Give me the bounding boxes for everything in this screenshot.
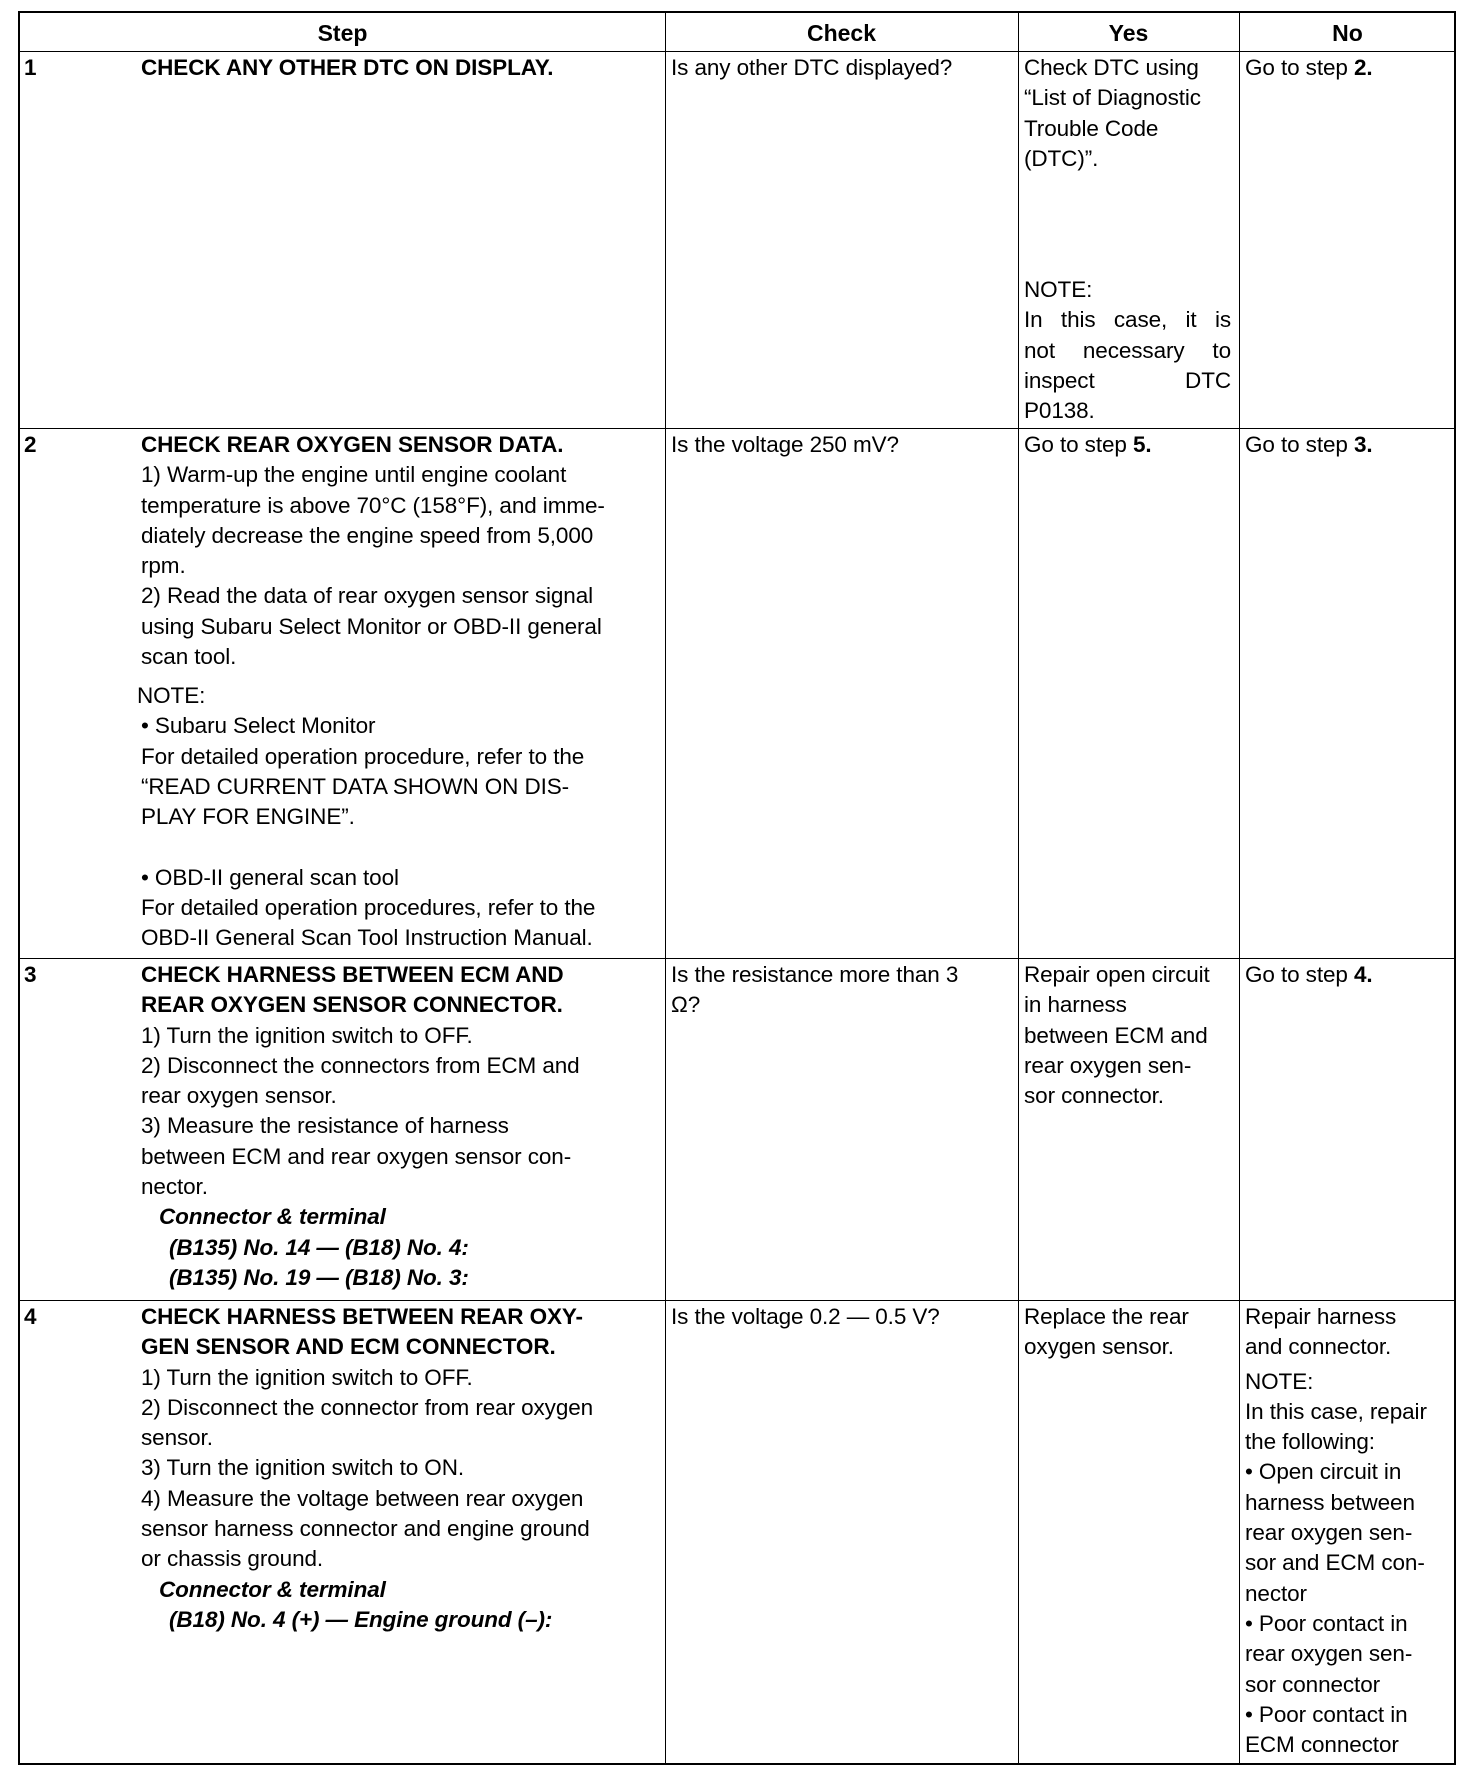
diagnostic-table: [18, 11, 1456, 1765]
check-question: [671, 960, 958, 1021]
connector-terminal-label: Connector & terminal: [159, 1576, 386, 1602]
step-number: 3: [24, 962, 37, 987]
step-description: [141, 960, 661, 1293]
no-action: [1245, 960, 1373, 990]
yes-action: [1024, 960, 1210, 1111]
step-number: 4: [24, 1304, 37, 1329]
yes-action: [1024, 1302, 1189, 1363]
step-line: rpm.: [141, 553, 186, 579]
yes-note: [1024, 275, 1231, 426]
yes-line: between ECM and: [1024, 1022, 1208, 1048]
step-line: 4) Measure the voltage between rear oxygen: [141, 1485, 584, 1511]
step-line: 1) Turn the ignition switch to OFF.: [141, 1022, 473, 1048]
yes-action: [1024, 53, 1234, 174]
note-line: inspect DTC: [1024, 367, 1231, 393]
check-question: Is the voltage 0.2 — 0.5 V?: [671, 1304, 940, 1329]
yes-line: in harness: [1024, 992, 1127, 1018]
step-title: GEN SENSOR AND ECM CONNECTOR.: [141, 1334, 556, 1360]
no-line: and connector.: [1245, 1334, 1392, 1360]
no-text: Go to step: [1245, 55, 1354, 80]
no-line: nector: [1245, 1580, 1307, 1606]
step-line: sensor.: [141, 1425, 213, 1451]
step-description: [141, 430, 661, 672]
no-line: • Poor contact in: [1245, 1610, 1408, 1636]
step-line: 3) Measure the resistance of harness: [141, 1113, 509, 1139]
note-line: • Subaru Select Monitor: [141, 713, 376, 739]
note-label: NOTE:: [1245, 1368, 1314, 1394]
no-step-ref: 4.: [1353, 962, 1373, 987]
note-label: NOTE:: [1024, 277, 1093, 302]
yes-line: (DTC)”.: [1024, 145, 1099, 171]
step-line: 1) Warm-up the engine until engine coolant: [141, 462, 567, 488]
step-number: 2: [24, 432, 37, 457]
step-line: 2) Read the data of rear oxygen sensor signal: [141, 583, 594, 609]
step-line: diately decrease the engine speed from 5,000: [141, 522, 594, 548]
header-yes: Yes: [1108, 20, 1149, 46]
note-line: In this case, it is: [1024, 307, 1231, 333]
connector-terminal-spec: (B135) No. 19 — (B18) No. 3:: [169, 1264, 469, 1290]
note-line: For detailed operation procedure, refer to the: [141, 743, 585, 769]
connector-terminal-spec: (B18) No. 4 (+) — Engine ground (–):: [169, 1606, 553, 1632]
step-line: 2) Disconnect the connector from rear oxygen: [141, 1394, 594, 1420]
no-line: sor and ECM con-: [1245, 1550, 1425, 1576]
step-line: scan tool.: [141, 644, 237, 670]
note-line: P0138.: [1024, 398, 1095, 424]
header-check: Check: [806, 20, 877, 46]
step-line: 3) Turn the ignition switch to ON.: [141, 1455, 464, 1481]
yes-line: Replace the rear: [1024, 1304, 1189, 1329]
note-line: not necessary to: [1024, 337, 1231, 363]
step-description: [141, 1302, 661, 1635]
header-step: Step: [317, 20, 368, 46]
step-title: REAR OXYGEN SENSOR CONNECTOR.: [141, 992, 563, 1018]
header-no: No: [1332, 20, 1363, 46]
note-line: • OBD-II general scan tool: [141, 864, 399, 890]
yes-line: sor connector.: [1024, 1083, 1164, 1109]
yes-line: Check DTC using: [1024, 55, 1199, 80]
step-line: sensor harness connector and engine ground: [141, 1516, 590, 1542]
yes-line: Trouble Code: [1024, 115, 1159, 141]
no-line: In this case, repair: [1245, 1398, 1427, 1424]
no-line: rear oxygen sen-: [1245, 1520, 1413, 1546]
step-line: 1) Turn the ignition switch to OFF.: [141, 1364, 473, 1390]
connector-terminal-spec: (B135) No. 14 — (B18) No. 4:: [169, 1234, 469, 1260]
no-action: [1245, 53, 1373, 83]
check-line: Is the resistance more than 3: [671, 962, 959, 987]
note-label: NOTE:: [137, 683, 206, 708]
no-line: • Poor contact in: [1245, 1701, 1408, 1727]
no-action: [1245, 1302, 1455, 1760]
no-line: the following:: [1245, 1429, 1375, 1455]
no-line: Repair harness: [1245, 1304, 1397, 1329]
step-line: temperature is above 70°C (158°F), and imme-: [141, 492, 605, 518]
step-line: using Subaru Select Monitor or OBD-II general: [141, 613, 602, 639]
step-note: [137, 681, 661, 954]
step-title: CHECK HARNESS BETWEEN ECM AND: [141, 962, 564, 987]
no-line: sor connector: [1245, 1671, 1381, 1697]
no-line: rear oxygen sen-: [1245, 1641, 1413, 1667]
note-line: “READ CURRENT DATA SHOWN ON DIS-: [141, 773, 570, 799]
check-question: Is the voltage 250 mV?: [671, 432, 899, 457]
step-title: CHECK ANY OTHER DTC ON DISPLAY.: [141, 55, 554, 80]
yes-text: Go to step: [1024, 432, 1133, 457]
step-title: CHECK REAR OXYGEN SENSOR DATA.: [141, 432, 564, 457]
step-line: 2) Disconnect the connectors from ECM and: [141, 1052, 580, 1078]
no-text: Go to step: [1245, 962, 1354, 987]
note-line: For detailed operation procedures, refer to the: [141, 895, 596, 921]
note-line: OBD-II General Scan Tool Instruction Manual.: [141, 925, 593, 951]
step-line: or chassis ground.: [141, 1546, 324, 1572]
yes-line: Repair open circuit: [1024, 962, 1210, 987]
step-line: between ECM and rear oxygen sensor con-: [141, 1143, 572, 1169]
no-step-ref: 2.: [1353, 55, 1373, 80]
step-line: nector.: [141, 1174, 208, 1200]
note-line: PLAY FOR ENGINE”.: [141, 804, 355, 830]
yes-action: [1024, 430, 1152, 460]
check-question: Is any other DTC displayed?: [671, 55, 953, 80]
no-action: [1245, 430, 1373, 460]
step-line: rear oxygen sensor.: [141, 1083, 337, 1109]
no-line: ECM connector: [1245, 1732, 1399, 1758]
step-number: 1: [24, 55, 37, 80]
no-step-ref: 3.: [1353, 432, 1373, 457]
no-line: • Open circuit in: [1245, 1459, 1402, 1485]
yes-line: “List of Diagnostic: [1024, 85, 1201, 111]
check-line: Ω?: [671, 992, 701, 1018]
no-line: harness between: [1245, 1489, 1415, 1515]
yes-line: oxygen sensor.: [1024, 1334, 1174, 1360]
step-title: CHECK HARNESS BETWEEN REAR OXY-: [141, 1304, 583, 1329]
column-divider: [1239, 13, 1240, 1763]
no-text: Go to step: [1245, 432, 1354, 457]
yes-line: rear oxygen sen-: [1024, 1052, 1192, 1078]
column-divider: [1018, 13, 1019, 1763]
yes-step-ref: 5.: [1132, 432, 1152, 457]
connector-terminal-label: Connector & terminal: [159, 1204, 386, 1230]
column-divider: [665, 13, 666, 1763]
